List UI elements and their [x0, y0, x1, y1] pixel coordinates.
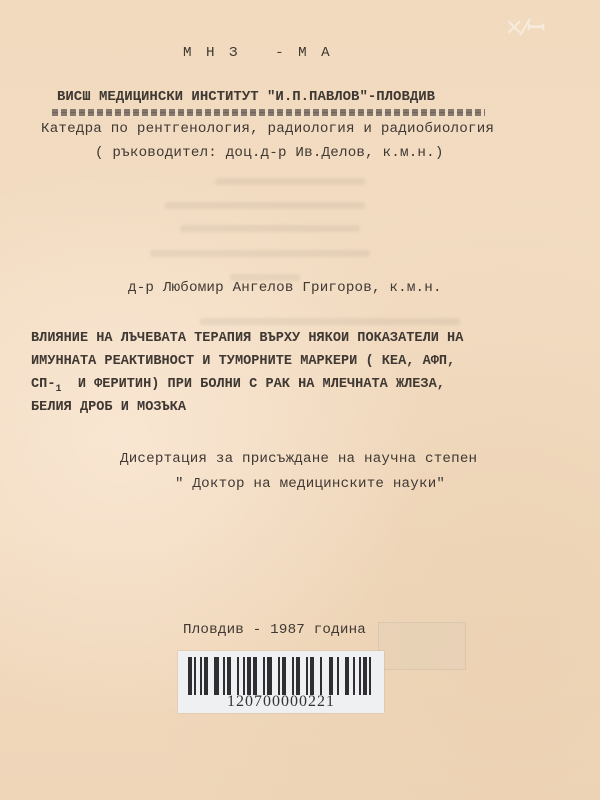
title-fragment-sp: СП-: [31, 377, 56, 392]
department-head: ( ръководител: доц.д-р Ив.Делов, к.м.н.): [95, 145, 444, 161]
barcode-label: [178, 651, 384, 713]
bleed-through-line: [200, 318, 460, 325]
institute-double-underline: [52, 109, 485, 117]
bleed-through-line: [215, 178, 365, 185]
library-stamp-ghost: [378, 622, 466, 670]
bleed-through-line: [150, 250, 370, 257]
dissertation-degree: " Доктор на медицинските науки": [175, 476, 446, 492]
thesis-title-line-4: БЕЛИЯ ДРОБ И МОЗЪКА: [31, 400, 186, 415]
bleed-through-line: [180, 225, 360, 232]
thesis-title-line-3: [31, 377, 445, 395]
department-name: Катедра по рентгенология, радиология и радиобиология: [41, 121, 495, 137]
ministry-header: М Н З - М А: [183, 45, 333, 61]
barcode-bars: [188, 657, 376, 695]
barcode-number: 120700000221: [227, 693, 335, 710]
thesis-title-line-1: ВЛИЯНИЕ НА ЛЪЧЕВАТА ТЕРАПИЯ ВЪРХУ НЯКОИ ПОКАЗАТЕЛИ НА: [31, 331, 464, 346]
title-fragment-rest: И ФЕРИТИН) ПРИ БОЛНИ С РАК НА МЛЕЧНАТА ЖЛЕЗА,: [61, 377, 445, 392]
ghost-corner-mark: ✕⁄ꟷ: [505, 16, 546, 41]
bleed-through-line: [165, 202, 365, 209]
place-and-year: Пловдив - 1987 година: [183, 622, 366, 638]
institute-name: ВИСШ МЕДИЦИНСКИ ИНСТИТУТ "И.П.ПАВЛОВ"-ПЛОВДИВ: [57, 89, 436, 105]
title-subscript: 1: [55, 384, 62, 395]
thesis-title-line-2: ИМУННАТА РЕАКТИВНОСТ И ТУМОРНИТЕ МАРКЕРИ ( КЕА, АФП,: [31, 354, 456, 369]
author-name: д-р Любомир Ангелов Григоров, к.м.н.: [128, 280, 442, 296]
dissertation-purpose: Дисертация за присъждане на научна степен: [120, 451, 478, 467]
